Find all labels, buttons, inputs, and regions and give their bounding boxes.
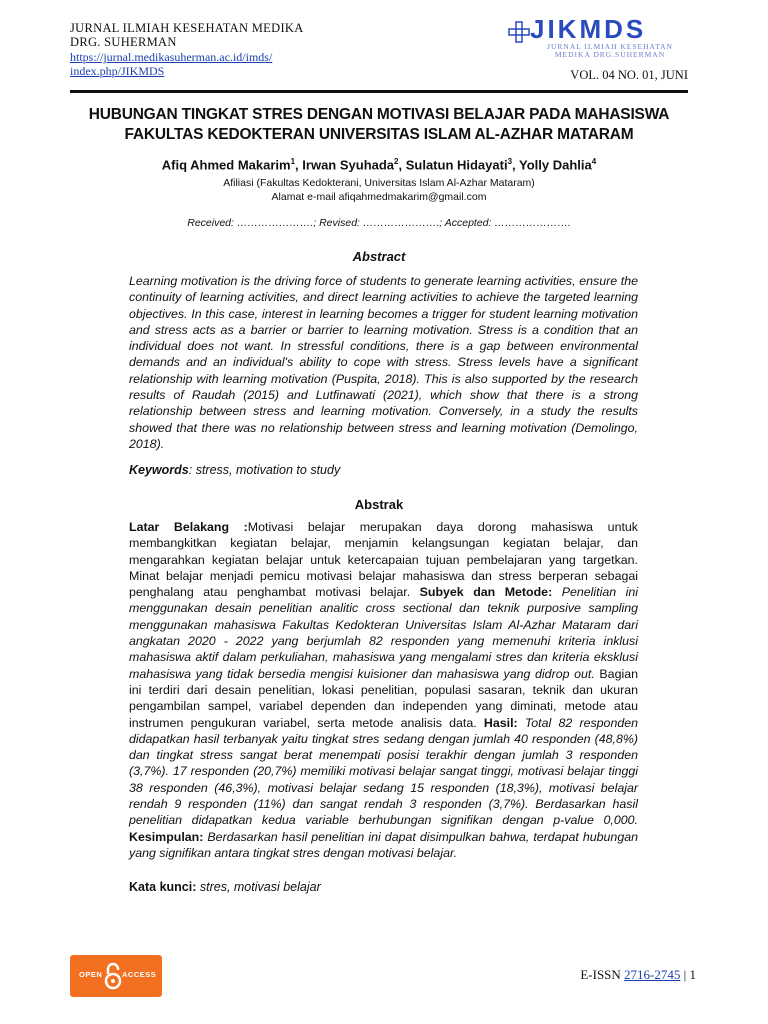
paper-title-line2: FAKULTAS KEDOKTERAN UNIVERSITAS ISLAM AL-AZHAR MATARAM: [124, 126, 634, 143]
logo-cross-icon: [508, 21, 530, 43]
paper-title: [70, 105, 688, 145]
metode-plain-text: Bagian ini terdiri dari desain penelitian, lokasi penelitian, populasi sasaran, teknik dan ukuran pengambilan sampel, variabel dependen dan independen yang diminati, metode atau instrumen pengukuran variabel, serta metode analisis data.: [129, 666, 638, 730]
metode-text: Penelitian ini menggunakan desain penelitian analitic cross sectional dan teknik purposive sampling menggunakan mahasiswa Fakultas Kedokteran Universitas Islam Al-Azhar Mataram dari angkatan 2020 - 2022 yang berjumlah 82 responden yang memenuhi kriteria inklusi mahasiswa aktif dalam perkuliahan, mahasiswa yang mengalami stres dan kriteria eksklusi mahasiswa yang tidak bersedia mengisi kuisioner dan mahasiswa yang didrop out.: [129, 585, 638, 681]
author-name: Yolly Dahlia: [519, 157, 592, 173]
logo-subtitle: [530, 43, 690, 59]
submission-dates: Received: ………………….; Revised: ………………….; Accepted: ………………….: [187, 217, 571, 229]
kata-kunci-label: Kata kunci:: [129, 880, 197, 894]
affiliation: Afiliasi (Fakultas Kedokterani, Universitas Islam Al-Azhar Mataram): [223, 177, 535, 189]
page-separator: |: [680, 967, 690, 982]
kata-kunci-value: stres, motivasi belajar: [196, 880, 321, 894]
journal-name: [70, 21, 304, 49]
contact-email: Alamat e-mail afiqahmedmakarim@gmail.com: [271, 191, 487, 203]
author-affil-marker: 3: [507, 157, 513, 166]
open-access-badge: [70, 955, 162, 997]
hasil-text: Total 82 responden didapatkan hasil terbanyak yaitu tingkat stres sedang dengan jumlah 40 responden (48,8%) dan tingkat stress sangat berat menempati posisi terakhir dengan jumlah 3 responden (3,7%). 17 responden (20,7%) memiliki motivasi belajar sangat tinggi, motivasi belajar tinggi 38 responden (46,3%), motivasi belajar sedang 15 responden (18,3%), motivasi belajar rendah 9 responden (11%) dan sangat rendah 3 responden (3,7%). Berdasarkan hasil penelitian didapatkan kedua variable berhubungan signifikan dengan p-value 0,000.: [129, 715, 639, 828]
abstract-text: Learning motivation is the driving force of students to generate learning activities, ensure the continuity of learning activities, and direct learning activities to achieve the targeted learning objectives. In this case, interest in learning becomes a trigger for student learning motivation and stress acts as a barrier or barrier to learning motivation. Stress is a condition that an individual does not want. In stressful conditions, there is a gap between environmental demands and an individual's ability to cope with stress. Stress levels have a significant relationship with learning motivation (Puspita, 2018). This is also supported by the research results of Raudah (2015) and Lutfinawati (2021), which show that there is a strong relationship between stress and learning motivation. Conversely, in a study the results showed that there was no relationship between stress and learning motivation (Demolingo, 2018).: [129, 274, 638, 451]
eissn-label: E-ISSN: [580, 967, 625, 982]
page-number: 1: [689, 967, 696, 982]
open-access-label-right: ACCESS: [122, 970, 157, 979]
eissn-link[interactable]: 2716-2745: [624, 967, 681, 982]
abstrak-heading: Abstrak: [354, 497, 404, 512]
logo-text: JIKMDS: [530, 14, 647, 44]
journal-url-line1: https://jurnal.medikasuherman.ac.id/imds/: [70, 50, 273, 64]
author-name: Afiq Ahmed Makarim: [161, 157, 291, 173]
open-access-label-left: OPEN: [79, 970, 103, 979]
metode-label: Subyek dan Metode:: [419, 585, 553, 600]
author-name: Sulatun Hidayati: [405, 157, 508, 173]
abstrak-text: [129, 519, 638, 861]
journal-url-line2: index.php/JIKMDS: [70, 63, 165, 78]
author-affil-marker: 2: [394, 157, 399, 166]
author-affil-marker: 4: [591, 157, 597, 166]
abstract-heading: Abstract: [352, 249, 406, 264]
logo-subtitle-line1: JURNAL ILMIAH KESEHATAN: [547, 42, 673, 51]
author-separator: ,: [512, 157, 520, 173]
logo-subtitle-line2: MEDIKA DRG.SUHERMAN: [554, 50, 666, 59]
author-name: Irwan Syuhada: [302, 157, 395, 173]
keywords-label: Keywords: [129, 463, 189, 477]
eissn-footer: [580, 967, 696, 983]
kesimpulan-label: Kesimpulan:: [129, 829, 204, 844]
journal-url-link[interactable]: [70, 51, 272, 78]
journal-name-line2: DRG. SUHERMAN: [70, 35, 177, 49]
author-separator: ,: [398, 157, 406, 173]
author-separator: ,: [295, 157, 303, 173]
author-list: [70, 157, 688, 172]
kata-kunci: [129, 880, 321, 894]
hasil-label: Hasil:: [483, 715, 518, 730]
journal-logo: [508, 14, 694, 59]
header-divider: [70, 90, 688, 93]
author-affil-marker: 1: [290, 157, 296, 166]
keywords: [129, 463, 340, 477]
volume-info: VOL. 04 NO. 01, JUNI: [570, 68, 688, 82]
paper-title-line1: HUBUNGAN TINGKAT STRES DENGAN MOTIVASI BELAJAR PADA MAHASISWA: [88, 106, 670, 123]
open-lock-icon: [104, 961, 122, 991]
latar-belakang-text: Motivasi belajar merupakan daya dorong mahasiswa untuk membangkitkan kegiatan belajar, menjamin kelangsungan kegiatan belajar, dan mengarahkan kegiatan belajar untuk ketercapaian tujuan pembelajaran yang targetkan. Minat belajar menjadi pemicu motivasi belajar mahasiswa dan stress berperan sebagai penghalang atau penghambat motivasi belajar.: [129, 520, 638, 600]
keywords-value: : stress, motivation to study: [188, 463, 341, 477]
kesimpulan-text: Berdasarkan hasil penelitian ini dapat disimpulkan bahwa, terdapat hubungan yang signifikan antara tingkat stres dengan motivasi belajar.: [129, 829, 638, 860]
journal-name-line1: JURNAL ILMIAH KESEHATAN MEDIKA: [70, 21, 304, 35]
latar-belakang-label: Latar Belakang :: [129, 520, 248, 534]
